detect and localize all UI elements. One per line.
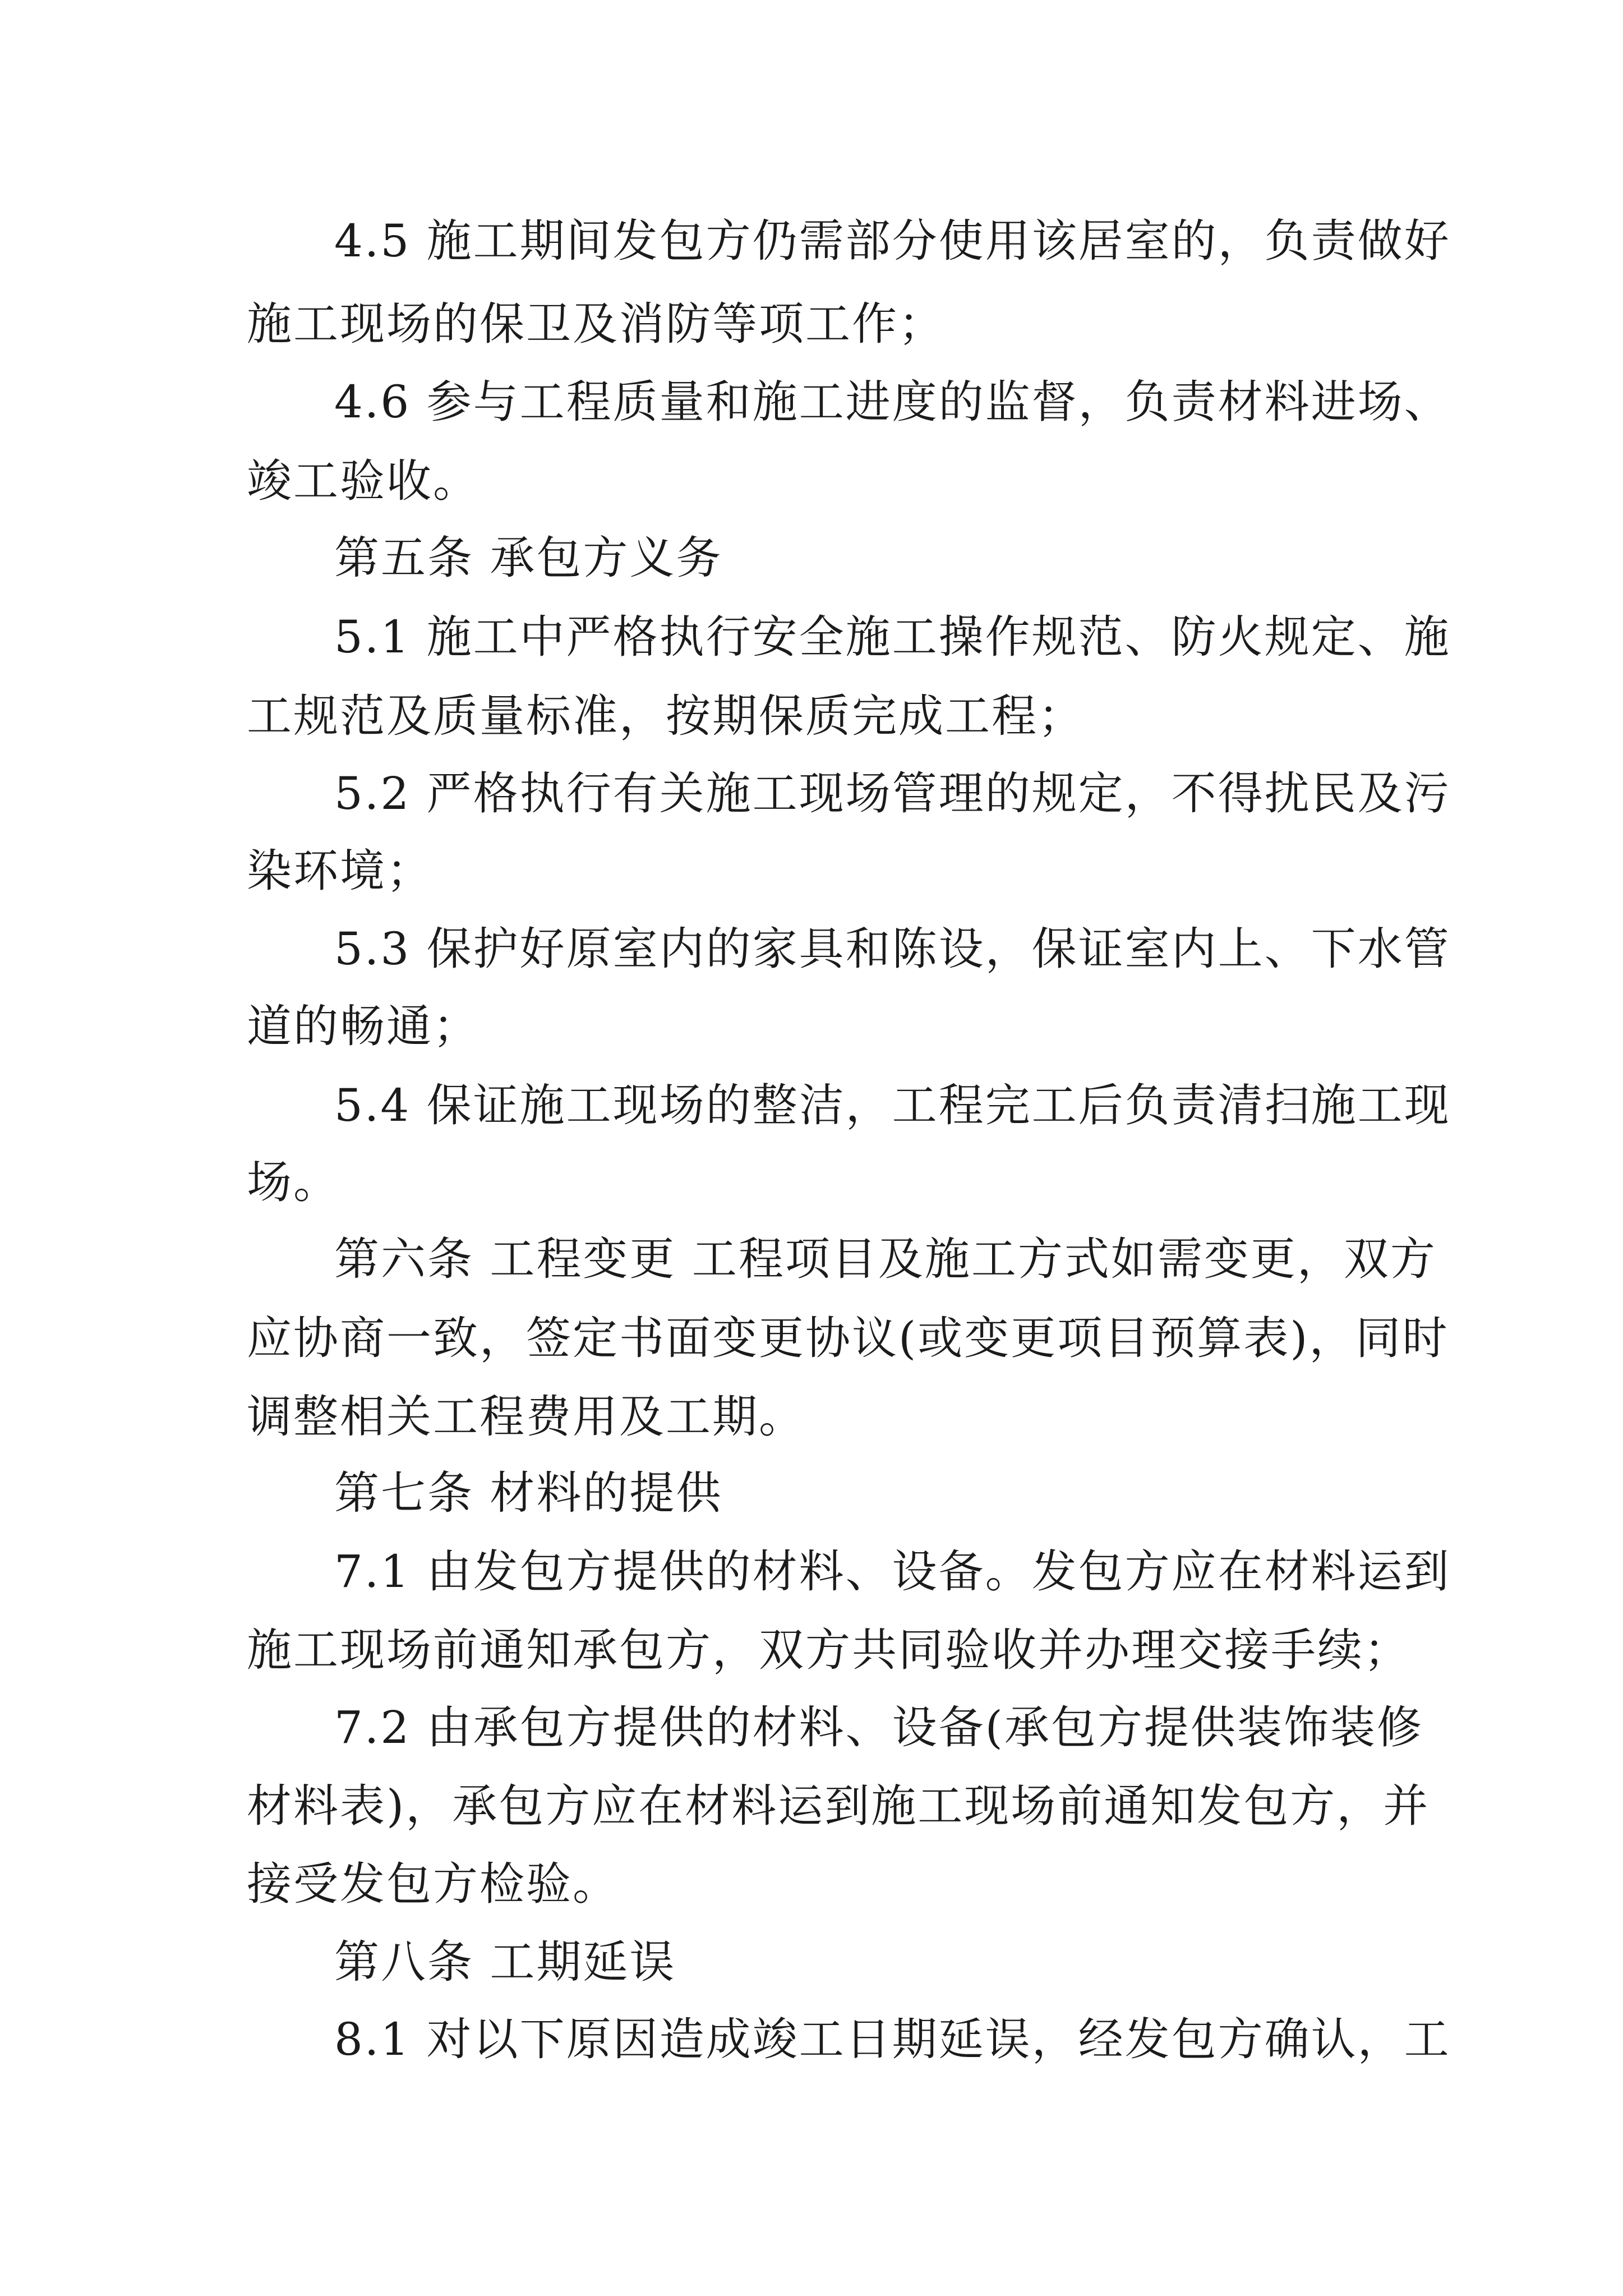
clause-5-4-line-1: 5.4 保证施工现场的整洁，工程完工后负责清扫施工现 (334, 1079, 1451, 1131)
article-6-line-3: 调整相关工程费用及工期。 (247, 1391, 805, 1443)
clause-4-5-line-1: 4.5 施工期间发包方仍需部分使用该居室的，负责做好 (334, 215, 1451, 267)
article-8-heading: 第八条 工期延误 (334, 1936, 676, 1988)
clause-5-3-line-2: 道的畅通； (247, 1000, 479, 1052)
clause-5-1-line-1: 5.1 施工中严格执行安全施工操作规范、防火规定、施 (334, 611, 1451, 663)
article-7-heading: 第七条 材料的提供 (334, 1467, 723, 1519)
article-5-heading: 第五条 承包方义务 (334, 532, 723, 584)
clause-4-5-line-2: 施工现场的保卫及消防等项工作； (247, 298, 945, 350)
clause-5-4-line-2: 场。 (247, 1156, 340, 1208)
clause-7-2-line-2: 材料表)，承包方应在材料运到施工现场前通知发包方，并 (247, 1780, 1430, 1832)
clause-8-1-line-1: 8.1 对以下原因造成竣工日期延误，经发包方确认，工 (334, 2013, 1451, 2065)
clause-5-3-line-1: 5.3 保护好原室内的家具和陈设，保证室内上、下水管 (334, 923, 1451, 975)
clause-5-1-line-2: 工规范及质量标准，按期保质完成工程； (247, 690, 1085, 742)
article-6-line-1: 第六条 工程变更 工程项目及施工方式如需变更，双方 (334, 1233, 1437, 1285)
clause-7-2-line-3: 接受发包方检验。 (247, 1858, 619, 1910)
clause-7-2-line-1: 7.2 由承包方提供的材料、设备(承包方提供装饰装修 (334, 1701, 1423, 1754)
clause-7-1-line-2: 施工现场前通知承包方，双方共同验收并办理交接手续； (247, 1624, 1410, 1676)
clause-7-1-line-1: 7.1 由发包方提供的材料、设备。发包方应在材料运到 (334, 1545, 1451, 1598)
article-6-line-2: 应协商一致，签定书面变更协议(或变更项目预算表)，同时 (247, 1312, 1449, 1364)
clause-4-6-line-1: 4.6 参与工程质量和施工进度的监督，负责材料进场、 (334, 376, 1451, 428)
clause-4-6-line-2: 竣工验收。 (247, 455, 479, 507)
clause-5-2-line-1: 5.2 严格执行有关施工现场管理的规定，不得扰民及污 (334, 767, 1451, 820)
clause-5-2-line-2: 染环境； (247, 845, 433, 897)
